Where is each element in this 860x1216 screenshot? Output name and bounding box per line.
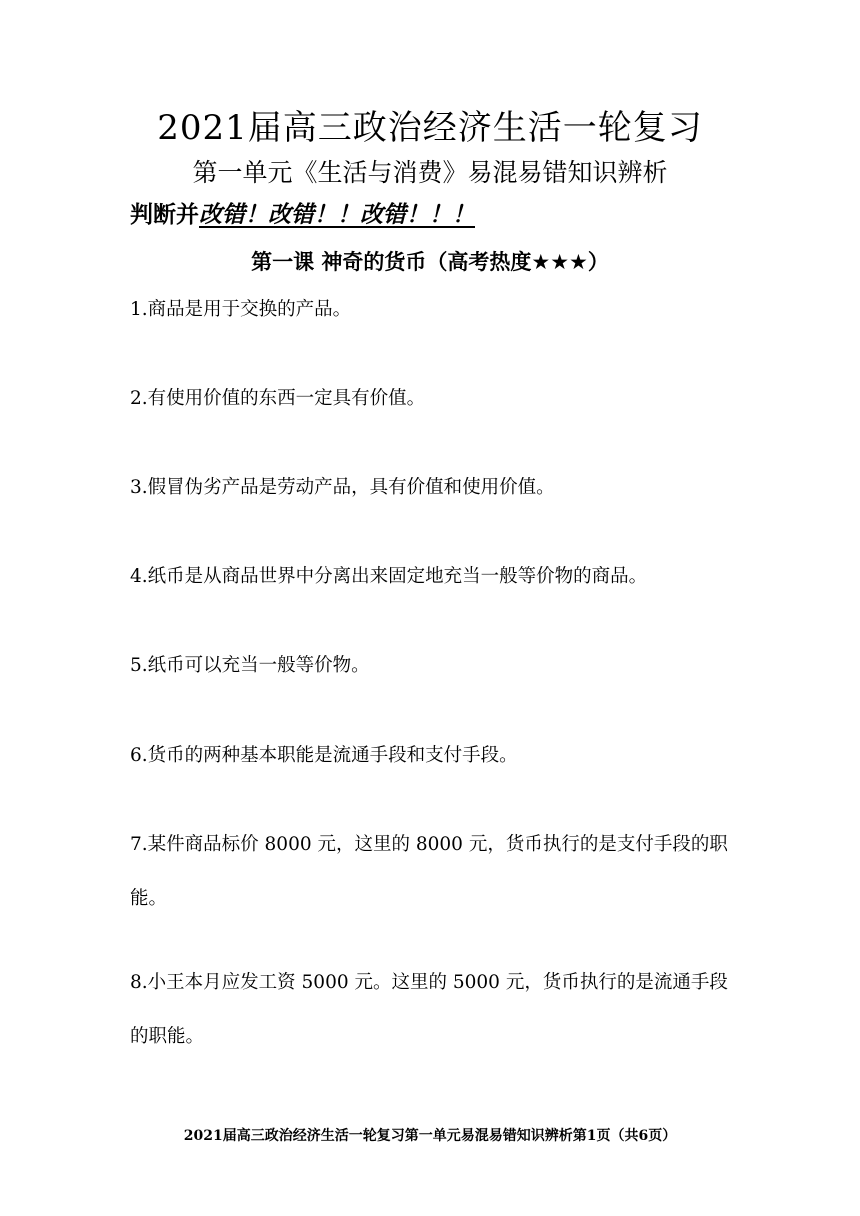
document-title: 2021届高三政治经济生活一轮复习 xyxy=(157,108,703,148)
question-item-8: 8.小王本月应发工资 5000 元。这里的 5000 元，货币执行的是流通手段的职能。 xyxy=(130,972,728,1047)
lesson-heading: 第一课 神奇的货币（高考热度★★★） xyxy=(251,250,609,274)
page-footer: 2021届高三政治经济生活一轮复习第一单元易混易错知识辨析第1页（共6页） xyxy=(183,1128,677,1144)
instruction-prefix: 判断并 xyxy=(130,202,199,228)
question-item-5: 5.纸币可以充当一般等价物。 xyxy=(130,655,370,676)
instruction-line xyxy=(130,197,475,233)
question-item-7: 7.某件商品标价 8000 元，这里的 8000 元，货币执行的是支付手段的职能。 xyxy=(130,834,728,909)
question-item-3: 3.假冒伪劣产品是劳动产品，具有价值和使用价值。 xyxy=(130,477,555,498)
question-item-2: 2.有使用价值的东西一定具有价值。 xyxy=(130,388,426,409)
question-item-6: 6.货币的两种基本职能是流通手段和支付手段。 xyxy=(130,745,518,766)
question-item-4: 4.纸币是从商品世界中分离出来固定地充当一般等价物的商品。 xyxy=(130,566,648,587)
document-subtitle: 第一单元《生活与消费》易混易错知识辨析 xyxy=(192,158,668,187)
instruction-emphasis: 改错！改错！！改错！！！ xyxy=(199,202,475,228)
question-item-1: 1.商品是用于交换的产品。 xyxy=(130,299,352,320)
